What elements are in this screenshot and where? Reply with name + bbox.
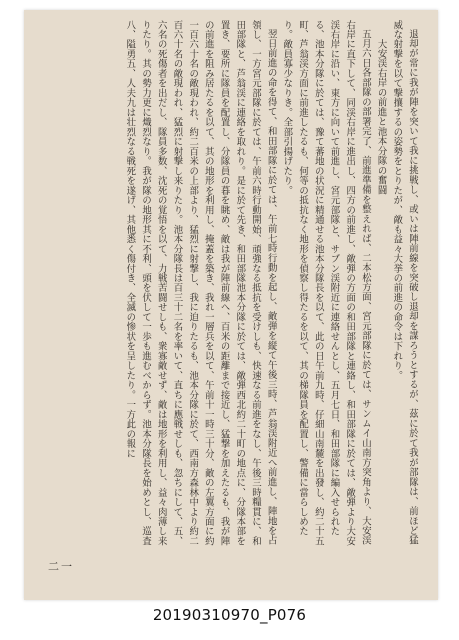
paragraph-intro: 退却が常に我が陣を突いて我に挑戦し、或いは陣前線を突破し退却を謀ろうとするが、茲に於て我が部隊は、前ほど猛威な射撃を以て撃攘するの姿勢をとりたが、敵も益々大挙の前進の命令は下れり。 — [391, 20, 418, 546]
paragraph-next-day: 翌日前進の命を得て、和田部隊に於ては、午前七時行動を起し、敵弾を縦て午後三時、芦翁渓附近へ前進し、陣地を占領し、一方宮元部隊に於ては、午前六時行動開始、頑強なる抵抗を受けしも、快速なる前進をなし、午後三時糧貫に、和田部隊と、芦翁渓に連絡を取れり。是に於て先き、和田部隊池本分隊に於ては、敵弾西北約二十町の地点に、分隊本部を置き、要所に隊員を配置し、分隊員の暮を眺め、敵は我が陣前線へ、百米の距離まで接近し、猛撃を加えたるも、我が陣の前進を阻み居たるを以て、其の地形を利用し、掩蓋を築き、我れ一層兵を以て、午前十一時三十分、敵の左翼方面に約一百六十名の敵現われ、約二百米の上部より、猛烈に射撃し、我に迫りたるも、池本分隊に於て、西南方森林中より約二百六十名の敵現われ、猛烈に射撃し来りたり。池本分隊長は百三十二名を率いて、直ちに應戦せしも、忽ちにして、五、六名の死傷者を出だし、隊員多数、沈死の覚悟を以て、力戦苦闘せしも、衆寡敵せず、敵は地形を利用し、益々肉薄し来りたり。其の勢力更に熾烈なり。我が隊の地形其に不利、頭を伏して一歩も進むべからず。池本分隊長を始めとし、巡査八、隘勇五、人夫九は壮烈なる戦死を遂げ、其他悉く傷付き、全滅の惨状を呈したり。一方此の報に — [124, 20, 277, 546]
image-caption: 20190310970_P076 — [152, 606, 307, 624]
document-page — [24, 10, 438, 600]
section-heading: 大安渓右岸の前進と池本分隊の奮闘 — [375, 38, 387, 195]
vertical-text-body — [42, 20, 420, 554]
page-number: 二一 — [48, 560, 74, 573]
paragraph-may-sixth: 五月六日各部隊の部署完了、前進準備を整えれば、二本松方面、宮元部隊に於ては、サンムイ山南方突角より、大安渓右岸に直下して、同渓右岸に進出し、四方の前進し、敵弾の方面の和田部隊と連絡し、和田部隊に於ては、敵弾より大安渓右岸に沿い、東方に向いて前進し、宮元部隊と、サブン渓附近に連絡せんとし、五月七日、和田部隊に編入せられたる、池本分隊に於ては、豫て蕃地の状況に精通せる池本分隊長を以て、此の日午前九時、仔細山南麓を出發し、約二十五町、芦翁渓方面に前進したるも、何等の抵抗なく地形を偵察し得たるを以て、其の梯隊員を配置し、警備に當らしめたり。敵員寡少なりき。全部引揚げたり。 — [281, 20, 371, 546]
